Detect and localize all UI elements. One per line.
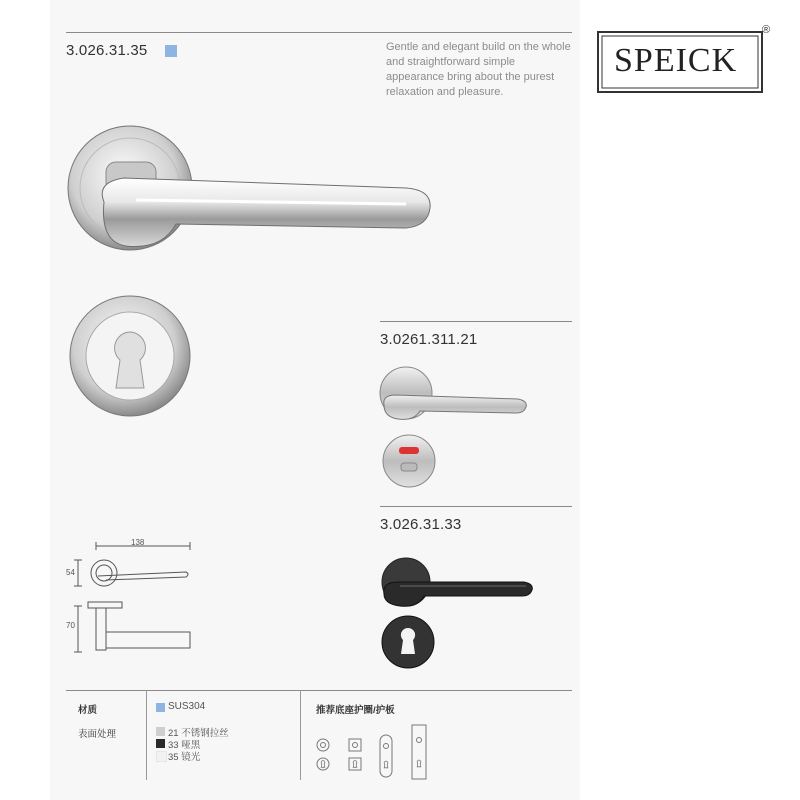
material-label: 材质 <box>78 705 98 716</box>
finish-swatch-33 <box>156 739 165 748</box>
product-code-main: 3.026.31.35 <box>66 42 148 59</box>
round-rose-icon <box>316 738 330 752</box>
square-escutcheon-icon <box>348 757 362 771</box>
dimension-drawing <box>66 536 196 656</box>
product-code-variant-2: 3.026.31.33 <box>380 516 462 533</box>
material-value: SUS304 <box>168 701 206 712</box>
specs-divider-1 <box>146 690 147 780</box>
lever-handle-chrome-image <box>66 122 436 257</box>
brand-registered-mark: ® <box>762 24 771 36</box>
specs-divider-2 <box>300 690 301 780</box>
variant-1-rule <box>380 321 572 322</box>
round-escutcheon-icon <box>316 757 330 771</box>
escutcheon-matte-black-image <box>380 614 436 670</box>
dimension-width: 138 <box>131 538 145 547</box>
finish-21: 21 不锈钢拉丝 <box>168 728 229 739</box>
top-rule <box>66 32 572 33</box>
finish-swatch-21 <box>156 727 165 736</box>
finish-label: 表面处理 <box>78 729 117 740</box>
variant-2-rule <box>380 506 572 507</box>
square-rose-icon <box>348 738 362 752</box>
brand-name: SPEICK <box>614 42 738 79</box>
product-code-variant-1: 3.0261.311.21 <box>380 331 478 348</box>
dimension-depth: 70 <box>66 621 75 630</box>
dimension-rose-height: 54 <box>66 568 75 577</box>
long-plate-icon <box>410 724 428 780</box>
product-swatch-main <box>165 45 177 57</box>
lever-handle-matte-black-image <box>380 556 536 608</box>
narrow-plate-icon <box>378 734 394 778</box>
material-swatch <box>156 703 165 712</box>
finish-swatch-35 <box>156 751 167 762</box>
product-description: Gentle and elegant build on the whole and straightforward simple appearance bring about the purest relaxation and pleasure. <box>386 41 571 98</box>
rosette-label: 推荐底座护圈/护板 <box>316 705 395 716</box>
profile-cylinder-escutcheon-image <box>68 294 192 418</box>
finish-33: 33 哑黑 <box>168 740 201 751</box>
privacy-indicator-image <box>381 433 437 489</box>
finish-35: 35 镜光 <box>168 752 201 763</box>
lever-handle-brushed-image <box>378 365 530 423</box>
specs-rule <box>66 690 572 691</box>
